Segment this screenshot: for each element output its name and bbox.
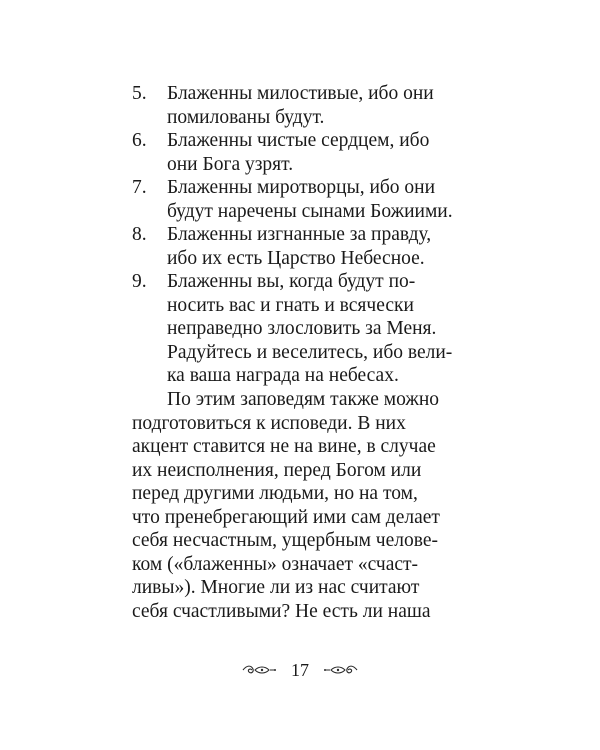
list-item [132,129,472,176]
item-line: Блаженны изгнанные за правду, [167,224,432,245]
item-line: помилованы будут. [167,106,325,128]
item-line: ка ваша награда на небесах. [167,365,399,386]
item-line: носить вас и гнать и всячески [167,294,414,316]
paragraph-line: По этим заповедям также можно [167,389,440,410]
item-number: 5. [132,83,147,104]
item-line: они Бога узрят. [167,153,294,175]
item-number: 9. [132,271,147,292]
paragraph-line: себя несчастным, ущербным челове- [132,530,438,551]
paragraph-line: подготовиться к исповеди. В них [132,412,406,434]
item-line: Блаженны вы, когда будут по- [167,271,416,292]
flourish-right-icon [323,663,359,677]
page-number: 17 [291,659,309,680]
paragraph-line: акцент ставится не на вине, в случае [132,436,436,457]
item-line: Радуйтесь и веселитесь, ибо вели- [167,341,453,363]
item-number: 8. [132,224,147,245]
paragraph-line: их неисполнения, перед Богом или [132,459,422,481]
item-line: неправедно злословить за Меня. [167,318,437,339]
paragraph-line: перед другими людьми, но на том, [132,483,418,504]
paragraph-line: ливы»). Многие ли из нас считают [132,577,420,598]
page-footer [0,655,600,685]
item-line: Блаженны миротворцы, ибо они [167,177,436,198]
beatitudes-list [132,82,472,388]
paragraph-line: ком («блаженны» означает «счаст- [132,553,419,575]
item-line: Блаженны чистые сердцем, ибо [167,130,430,151]
list-item [132,82,472,129]
item-line: будут наречены сынами Божиими. [167,200,453,222]
list-item [132,176,472,223]
paragraph-line: себя счастливыми? Не есть ли наша [132,600,431,622]
item-number: 7. [132,177,147,198]
item-number: 6. [132,130,147,151]
paragraph-line: что пренебрегающий ими сам делает [132,506,440,528]
item-line: ибо их есть Царство Небесное. [167,247,425,269]
body-paragraph [132,388,472,623]
flourish-left-icon [241,663,277,677]
item-line: Блаженны милостивые, ибо они [167,83,434,104]
list-item [132,270,472,388]
list-item [132,223,472,270]
